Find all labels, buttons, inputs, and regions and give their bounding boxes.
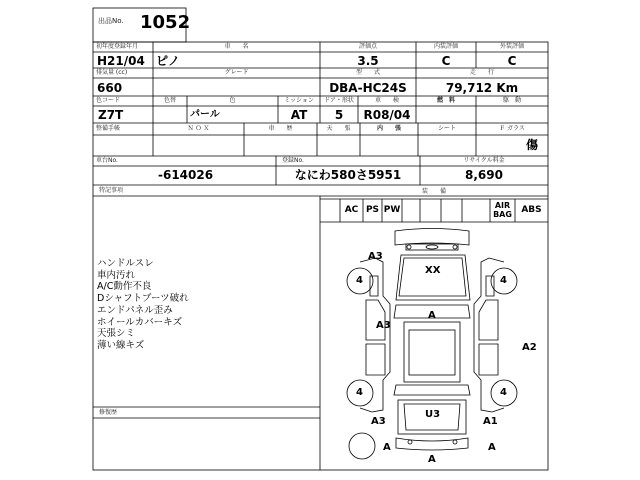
remark-line: ホイールカバーキズ [97, 316, 183, 328]
remark-line: A/C動作不良 [97, 281, 152, 293]
color-code-label: 色コード [96, 97, 121, 104]
recycle-value: 8,690 [465, 168, 503, 182]
mark-left-door: A3 [376, 320, 391, 331]
mileage-label: 走 行 [469, 69, 494, 76]
maintenance-label: 整備手帳 [96, 125, 121, 132]
mark-left-rear: A3 [371, 416, 386, 427]
car-name-value: ピノ [156, 54, 180, 68]
interior-score-value: C [441, 54, 451, 68]
mission-label: ミッション [284, 97, 314, 104]
remark-line: Dシャフトブーツ破れ [97, 293, 189, 305]
roof-label: 天 張 [326, 125, 351, 132]
mileage-value: 79,712 Km [445, 81, 519, 95]
mark-right-rear: A1 [483, 416, 498, 427]
color-label: 色 [229, 97, 236, 104]
remark-line: 天張シミ [97, 328, 136, 340]
equip-ac: AC [344, 205, 359, 215]
color-value: パール [190, 109, 220, 120]
displacement-label: 排気量 (cc) [96, 69, 128, 76]
displacement-value: 660 [97, 81, 123, 95]
color-change-label: 色替 [163, 97, 176, 104]
mark-front-left: A3 [368, 251, 383, 262]
equip-ps: PS [365, 205, 380, 215]
repair-label: 修復歴 [99, 409, 118, 416]
equip-airbag: AIR BAG [493, 201, 512, 219]
first-reg-label: 初年度登録年月 [96, 43, 139, 50]
score-label: 評価点 [358, 43, 377, 50]
plate-value: なにわ580さ5951 [294, 168, 402, 182]
drive-label: 駆 動 [502, 97, 521, 104]
seat-label: シート [437, 125, 456, 132]
doors-value: 5 [334, 108, 344, 122]
mark-wheel-rl: 4 [356, 387, 363, 398]
equip-abs: ABS [521, 205, 542, 215]
interior-trim-label: 内 張 [376, 125, 401, 132]
model-value: DBA-HC24S [329, 81, 407, 95]
inspection-value: R08/04 [363, 108, 411, 122]
remarks-label: 特記事項 [99, 187, 124, 194]
remarks-list [97, 258, 189, 352]
mark-bumper-center: A [428, 454, 436, 465]
exhibit-label: 出品No. [98, 17, 124, 25]
mark-trunk: U3 [425, 409, 441, 420]
mark-right-side: A2 [522, 342, 537, 353]
color-code-value: Z7T [98, 108, 124, 122]
exterior-score-value: C [507, 54, 517, 68]
chassis-value: -614026 [158, 168, 214, 182]
remark-line: 車内汚れ [97, 269, 136, 281]
mark-roof: XX [425, 265, 441, 276]
doors-label: ドア・形状 [324, 97, 354, 104]
mission-value: AT [290, 108, 308, 122]
exhibit-number: 1052 [140, 12, 191, 33]
equipment-label: 装 備 [421, 188, 446, 195]
equip-pw: PW [383, 205, 401, 215]
history-label: 車 歴 [268, 125, 293, 132]
mark-wheel-fl: 4 [356, 275, 363, 286]
mark-wheel-fr: 4 [500, 275, 507, 286]
glass-label: Ｆ ガラス [499, 125, 525, 132]
recycle-label: リサイクル料金 [463, 157, 505, 164]
glass-value: 傷 [526, 138, 539, 152]
car-name-label: 車 名 [224, 43, 249, 50]
mark-bumper-left: A [383, 442, 391, 453]
remark-line: エンドパネル歪み [97, 304, 173, 316]
grade-label: グレード [224, 69, 249, 76]
mark-bumper-right: A [488, 442, 496, 453]
nox-label: Ｎ Ｏ Ｘ [187, 125, 210, 132]
score-value: 3.5 [357, 54, 379, 68]
model-label: 型 式 [355, 69, 380, 76]
mark-hood-center: A [428, 310, 436, 321]
plate-label: 登録No. [282, 157, 304, 164]
interior-score-label: 内装評価 [433, 43, 458, 50]
remark-line: ハンドルスレ [97, 258, 154, 269]
first-reg-value: H21/04 [97, 54, 145, 68]
remark-line: 薄い線キズ [97, 339, 145, 351]
chassis-label: 車台No. [96, 157, 118, 164]
mark-wheel-rr: 4 [500, 387, 507, 398]
inspection-label: 車 検 [374, 97, 399, 104]
exterior-score-label: 外装評価 [499, 43, 524, 50]
fuel-label: 燃 料 [436, 97, 455, 104]
